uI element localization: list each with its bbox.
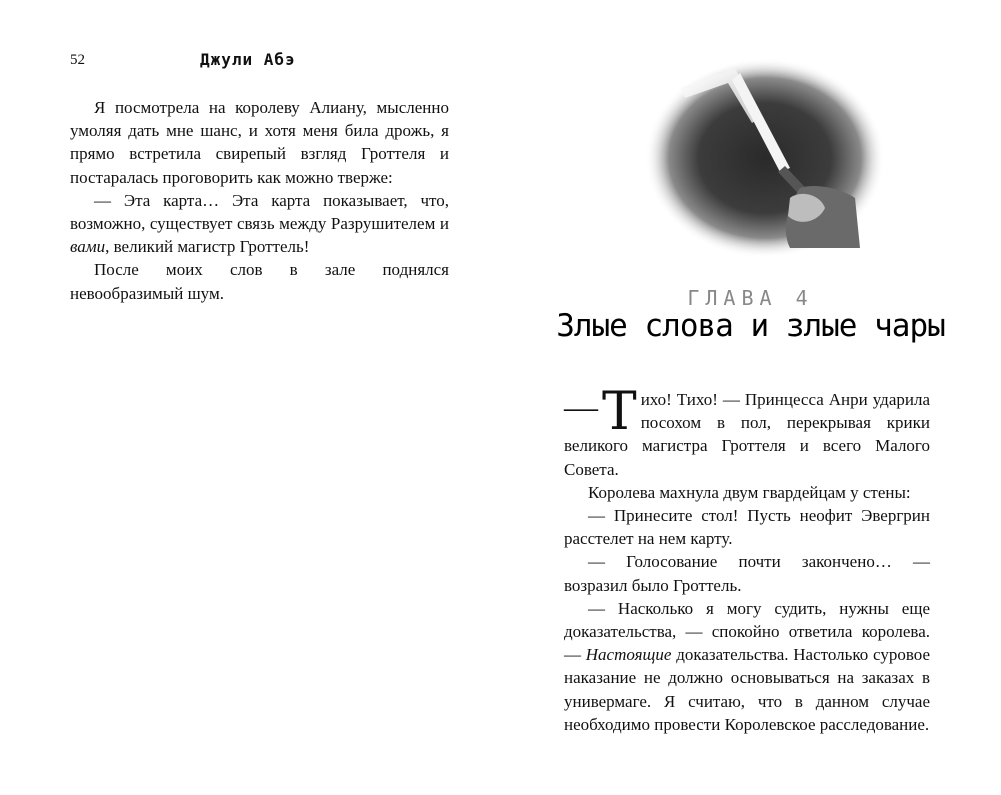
paragraph xyxy=(564,597,930,736)
paragraph-text: ихо! Тихо! — Принцесса Анри ударила посохом в пол, перекрывая крики великого магистра Гроттеля и всего Малого Совета. xyxy=(564,390,930,479)
paragraph-text: — Насколько я могу судить, нужны еще доказательства, — спокойно ответила королева. — xyxy=(564,598,930,665)
right-page xyxy=(500,0,1001,795)
paragraph-text: — Эта карта… Эта карта показывает, что, возможно, существует связь между Разрушителем и xyxy=(70,190,449,234)
left-body-text xyxy=(70,96,449,305)
chapter-label: ГЛАВА 4 xyxy=(687,286,814,310)
page-number: 52 xyxy=(70,52,85,68)
paragraph: Королева махнула двум гвардейцам у стены: xyxy=(588,482,911,502)
paragraph xyxy=(70,189,449,259)
first-paragraph xyxy=(564,382,930,481)
paragraph-text: доказательства. Настолько суровое наказание не должно основываться на заказах в универмаге. Я считаю, что в данном случае необходимо провести Королевское расследование. xyxy=(564,645,930,734)
paragraph: После моих слов в зале поднялся невообразимый шум. xyxy=(70,260,449,303)
italic-word: вами xyxy=(70,237,106,257)
paragraph: — Принесите стол! Пусть неофит Эвергрин расстелет на нем карту. xyxy=(564,506,930,549)
running-head-author: Джули Абэ xyxy=(200,50,296,69)
right-body-text xyxy=(564,382,930,736)
left-page xyxy=(0,0,500,795)
dialogue-dash: — xyxy=(564,389,598,426)
paragraph: Я посмотрела на королеву Алиану, мысленно умоляя дать мне шанс, и хотя меня била дрожь, я прямо встретила свирепый взгляд Гроттеля и постаралась проговорить как можно тверже: xyxy=(70,98,449,187)
paragraph: — Голосование почти закончено… — возразил было Гроттель. xyxy=(564,552,930,595)
paragraph-text: , великий магистр Гроттель! xyxy=(105,237,310,257)
italic-word: Настоящие xyxy=(585,645,672,665)
drop-cap: Т xyxy=(602,382,637,442)
chapter-title: Злые слова и злые чары xyxy=(556,308,945,344)
chapter-illustration xyxy=(640,48,890,258)
